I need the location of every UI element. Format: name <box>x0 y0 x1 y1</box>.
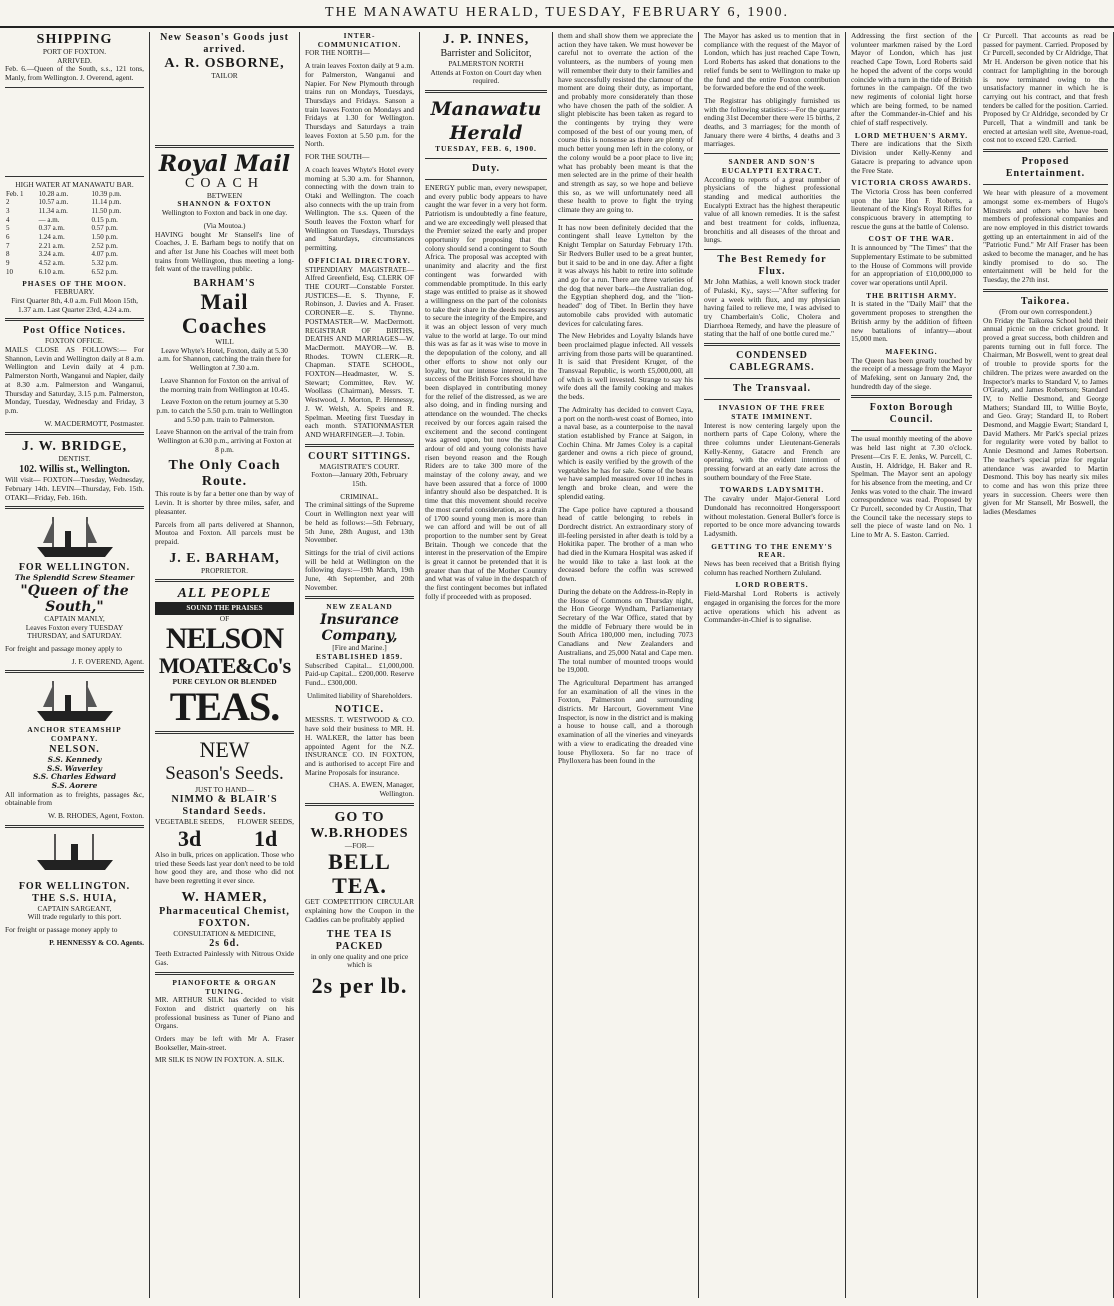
entertainment-text: We hear with pleasure of a movement amongst some ex-members of Hugo's Minstrels and others who have been members of professional companies and are now employed in this district towards getting up an entertainment in aid of the "Patriotic Fund." Mr Alf Fraser has been asked to become the manager, and he has kindly promised to do so. The entertainment will be held for the Tuesday, the 27th inst. <box>983 188 1108 285</box>
queen-text: Leaves Foxton every TUESDAY THURSDAY, and SATURDAY. <box>25 622 124 641</box>
consult-label: CONSULTATION & MEDICINE, <box>173 928 276 938</box>
new-label: NEW <box>199 736 250 762</box>
innes-text: Attends at Foxton on Court day when required. <box>430 67 542 86</box>
tide-row <box>5 190 144 199</box>
huia-agent: P. HENNESSY & CO. Agents. <box>49 937 144 947</box>
shipping-title: SHIPPING <box>36 32 113 47</box>
criminal-text: The criminal sittings of the Supreme Court in Wellington next year will be held as follows:—5th February, 5th June, 28th August, and 13th November. <box>305 500 414 545</box>
tide-cell: 9 <box>6 259 10 268</box>
tide-row <box>5 198 144 207</box>
huia-name: THE S.S. HUIA, <box>32 892 117 904</box>
piano-sign: MR SILK IS NOW IN FOXTON. A. SILK. <box>155 1055 285 1065</box>
mafeking-title: MAFEKING. <box>885 346 938 356</box>
column-7 <box>846 32 978 1298</box>
tea-packed: THE TEA IS PACKED <box>326 928 393 952</box>
pure-ceylon: PURE CEYLON OR BLENDED <box>172 676 277 686</box>
article-text-2: It has now been definitely decided that the contingent shall leave Lyttelton by the Knight Templar on Saturday February 17th. Sir Redvers Buller used to be a great hunter, but it said to be and in one day. After a fight it was always his habit to retire into solitude and go for a run. There are three varieties of the dog that never bark—the Australian dog, the Egyptian shepherd dog, and the "lion-headed" dog of Tibet. In Berlin they have automobile cabs provided with automatic devices for calculating fares. <box>558 222 693 328</box>
tide-title: HIGH WATER AT MANAWATU BAR. <box>15 179 134 189</box>
for-wellington-heading: FOR WELLINGTON. <box>18 562 131 574</box>
rear-title: GETTING TO THE ENEMY'S REAR. <box>711 541 833 560</box>
steamship-icon <box>35 677 115 723</box>
divider <box>155 731 294 734</box>
civil-text: Sittings for the trial of civil actions will be held at Wellington on the following days:—19th March, 19th June, 4th September, and 20th November. <box>305 547 414 592</box>
veg-seeds <box>155 818 224 851</box>
mail-text-4: Leave Shannon on the arrival of the train from Wellington at 6.30 p.m., arriving at Foxton at 8 p.m. <box>155 427 294 454</box>
tide-cell: 3 <box>6 206 10 215</box>
innes-sub: Barrister and Solicitor, <box>440 48 532 59</box>
flower-seeds <box>237 818 294 851</box>
ship-4: S.S. Aorere <box>51 780 98 790</box>
tide-cell: 4 <box>6 215 10 224</box>
inter-title: INTER-COMMUNICATION. <box>317 32 402 49</box>
tide-cell: 10.39 p.m. <box>91 189 122 198</box>
council-continued: Cr Purcell. That accounts as read be passed for payment. Carried. Proposed by Cr Purcell, seconded by Cr Aldridge, That Mr H. Anderson be given notice that his contract for lamplighting in the borough is now terminated owing to the unsatisfactory manner in which he is carrying out his contract, and that fresh tenders be called for the position. Carried. Proposed by Cr Aldridge, seconded by Cr Purcell, That a windmill and tank be erected at artesian well site, Avenue-road, cost not to exceed £20. Carried. <box>983 32 1108 145</box>
notice-text: MESSRS. T. WESTWOOD & CO. have sold their business to MR. H. H. WALKER, the latter has been appointed Agent for the N.Z. INSURANCE CO. IN FOXTON, and is authorised to accept Fire and Marine Proposals for insurance. <box>305 715 414 777</box>
liability-text: Unlimited liability of Shareholders. <box>306 690 413 700</box>
rear-text: News has been received that a British flying column has reached Northern Zululand. <box>704 559 840 577</box>
column-4 <box>420 32 553 1298</box>
seeds-head: New Season's Goods just arrived. <box>160 32 289 55</box>
tide-cell: 1.50 p.m. <box>91 233 118 242</box>
article-text-1: them and shall show them we appreciate the action they have taken. We must however be careful not to overrate the action of the volunteers, as the numbers of young men will remember their duty to their families and have successfully resisted the clamour of the moment are doing their duty, as important, and probably more considerately than those who have chosen the path of the soldier. A slight plebiscite has been taken as regard to the contingents by trying they were composed of the best of our young men, of course this is nonsense as there are plenty of much better young men left in the colony, or the colony would be a poor place to live in; what has probably been meant is that the men selected are in the prime of their health and strength as say, so we hope and believe this so, as we will unfortunately need all these health to prove to fight the trying climate they are going to. <box>558 32 693 215</box>
for-north: FOR THE NORTH— <box>305 48 370 58</box>
divider <box>5 432 144 435</box>
army-title: THE BRITISH ARMY. <box>866 290 957 300</box>
sailed-area <box>5 92 144 172</box>
divider <box>305 803 414 806</box>
column-8 <box>978 32 1114 1298</box>
mail-coaches: Mail Coaches <box>181 289 268 339</box>
arrived-heading: ARRIVED. <box>57 55 92 65</box>
north-text: A train leaves Foxton daily at 9 a.m. for Palmerston, Wanganui and Napier. For New Plymouth through trains run on Mondays, Tuesdays, Thursdays and Fridays. Sanson a train leaves Foxton on Mondays and Fridays at 1.30 for Wellington. Thursdays and Saturdays a train leaves Foxton at 5.50 p.m. for the North. <box>305 61 414 149</box>
anchor-agent: W. B. RHODES, Agent, Foxton. <box>47 811 144 821</box>
notice-title: NOTICE. <box>335 704 384 716</box>
article-text-6: During the debate on the Address-in-Reply in the House of Commons on Thursday night, the Hon George Wyndham, Parliamentary Secretary of the War Office, stated that by the middle of February there would be in South Africa 180,000 men, including 7073 Canadians and New Zealanders and Australians, and 25,000 Natal and Cape men. The total number of mounted troops would be 19,000. <box>558 586 693 675</box>
mag-court: MAGISTRATE'S COURT. <box>319 461 400 471</box>
fire-marine: [Fire and Marine.] <box>332 643 387 653</box>
proprietor-label: PROPRIETOR. <box>201 565 248 575</box>
divider <box>305 596 414 599</box>
veg-price: 3d <box>177 825 202 851</box>
between-label: BETWEEN <box>206 190 243 200</box>
divider <box>425 179 547 180</box>
queen-intro: The Splendid Screw Steamer <box>14 573 135 583</box>
arrived-text: Feb. 6.—Queen of the South, s.s., 121 tons, Manly, from Wellington. J. Overend, agent. <box>5 64 144 83</box>
divider <box>155 579 294 582</box>
divider <box>704 153 840 154</box>
column-2 <box>150 32 300 1298</box>
tide-row <box>5 233 144 242</box>
divider <box>5 670 144 673</box>
council-text: The usual monthly meeting of the above was held last night at 7.30 o'clock. Present—Crs F. E. Jenks, W. Purcell, C. Austin, H. Aldridge, H. Baker and R. Spelman. The Mayor sent an apology for his absence from the meeting, and Cr Jenks was voted to the chair. The inward correspondence was read. Proposed by Cr Purcell, seconded by Cr Austin, That the Council take the necessary steps to sell the piece of waste land on No. 1 Line to Mr A. S. Easton. Carried. <box>851 434 972 540</box>
divider <box>305 444 414 447</box>
tea-packed-2: in only one quality and one price which is <box>310 951 409 970</box>
tide-cell: 5.32 p.m. <box>91 259 118 268</box>
mafeking-text: The Queen has been greatly touched by the receipt of a message from the Mayor of Mafeking, sent on January 2nd, the hundredth day of the siege. <box>851 355 972 391</box>
go-to: GO TO <box>334 809 385 825</box>
court-text: Foxton—January 20th, February 15th. <box>311 470 408 489</box>
flower-label: FLOWER SEEDS, <box>237 817 294 827</box>
duty-title: Duty. <box>471 162 501 174</box>
divider <box>704 399 840 400</box>
coach-text: Wellington to Foxton and back in one day. <box>161 208 288 218</box>
route-text: This route is by far a better one than by way of Levin. It is shorter by three miles, safer, and pleasanter. <box>155 489 294 516</box>
official-title: OFFICIAL DIRECTORY. <box>308 255 411 265</box>
moate-title: MOATE&Co's <box>158 652 291 678</box>
army-text: It is stated in the "Daily Mail" that the government proposes to strengthen the British army by the addition of fifteen new battalions of infantry—about 15,000 men. <box>851 299 972 344</box>
bridge-sub: DENTIST. <box>58 454 91 464</box>
flower-price: 1d <box>254 825 278 851</box>
taikorea-sub: (From our own correspondent.) <box>999 306 1092 316</box>
tide-cell: 11.50 p.m. <box>91 206 122 215</box>
column-6 <box>699 32 846 1298</box>
south-text: A coach leaves Whyte's Hotel every morning at 5.30 a.m. for Shannon, connecting with the down train to Otaki and Wellington. The coach also connects with the up train from Wellington. The s.s. Queen of the South leaves the Foxton wharf for Wellington on Tuesdays, Thursdays and Saturdays, circumstances permitting. <box>305 164 414 253</box>
tide-cell: 5 <box>6 224 10 233</box>
sound-praises: SOUND THE PRAISES <box>155 602 294 615</box>
vc-text: The Victoria Cross has been conferred upon the late Hon F. Roberts, a lieutenant of the King's Royal Rifles for conspicuous bravery in attempting to rescue the guns at the battle of Colenso. <box>851 186 972 231</box>
tide-row <box>5 207 144 216</box>
bridge-visits: Will visit— FOXTON—Tuesday, Wednesday, February 14th. LEVIN—Thursday, Feb. 15th. OTAKI—Friday, Feb. 16th. <box>5 475 144 502</box>
chemist-label: Pharmaceutical Chemist, <box>159 905 290 917</box>
vc-title: VICTORIA CROSS AWARDS. <box>851 178 972 188</box>
nelson-title: NELSON <box>165 621 284 655</box>
bell-tea: BELL TEA. <box>328 849 391 899</box>
tide-row <box>5 216 144 225</box>
season-seeds: Season's Seeds. <box>165 762 284 784</box>
tide-cell: — a.m. <box>38 215 60 224</box>
of-label: OF <box>219 614 230 624</box>
for-south: FOR THE SOUTH— <box>305 152 370 162</box>
moon-month: FEBRUARY. <box>54 287 95 297</box>
tide-cell: 0.15 p.m. <box>91 215 118 224</box>
tide-cell: 2.52 p.m. <box>91 241 118 250</box>
roberts-title: LORD ROBERTS. <box>735 580 809 590</box>
huia-captain: CAPTAIN SARGEANT, <box>37 903 112 913</box>
methuen-title: LORD METHUEN'S ARMY. <box>854 130 969 140</box>
osborne-ad-body <box>155 81 294 141</box>
tide-cell: 3.24 a.m. <box>38 250 65 259</box>
cost-text: It is announced by "The Times" that the Supplementary Estimate to be submitted to the House of Commons will provide for an appropriation of £10,000,000 to cover war operations until April. <box>851 243 972 287</box>
nimmo-blair: NIMMO & BLAIR'S <box>171 794 278 806</box>
steamship-icon <box>35 832 115 878</box>
queen-agent: J. F. OVEREND, Agent. <box>71 656 144 666</box>
divider <box>5 176 144 177</box>
rhodes-title: W.B.RHODES <box>310 825 409 841</box>
innes-loc: PALMERSTON NORTH <box>448 59 524 68</box>
capital-text: Subscribed Capital... £1,000,000. Paid-up Capital... £200,000. Reserve Fund... £300,000. <box>305 660 414 687</box>
huia-text: Will trade regularly to this port. <box>27 912 122 922</box>
column-5 <box>553 32 699 1298</box>
divider <box>851 395 972 398</box>
methuen-text: There are indications that the Sixth Division under Kelly-Kenny and Gatacre is preparing to advance upon the Free State. <box>851 139 972 175</box>
seeds-text: Also in bulk, prices on application. Those who tried these Seeds last year don't need to be told how good they are, and those who did not have been regretting it ever since. <box>155 849 294 886</box>
mail-text-2: Leave Shannon for Foxton on the arrival of the morning train from Wellington at 10.45. <box>159 375 290 394</box>
council-title: Foxton Borough Council. <box>869 402 954 426</box>
ship-1: S.S. Kennedy <box>47 754 102 764</box>
royal-mail-title: Royal Mail <box>158 150 291 177</box>
foxton-label: FOXTON. <box>198 917 251 929</box>
divider <box>425 90 547 93</box>
tide-cell: 2.21 a.m. <box>38 241 65 250</box>
piano-title: PIANOFORTE & ORGAN TUNING. <box>172 977 277 996</box>
tide-row <box>5 268 144 277</box>
tide-cell: 4.52 a.m. <box>38 259 65 268</box>
notice-sign: CHAS. A. EWEN, Manager, Wellington. <box>329 780 414 799</box>
invasion-text: Interest is now centering largely upon the northern parts of Cape Colony, where the three columns under Lieutenant-Generals Kelly-Kenny, Gatacre and French are operating, with the evident intention of pressing forward at an early date across the southern boundary of the Free State. <box>704 420 840 482</box>
post-text: MAILS CLOSE AS FOLLOWS:— For Shannon, Levin and Wellington daily at 8 a.m. Wellington and Levin daily at 4 p.m. Palmerston North, Wanganui and Napier, daily at 8.30 a.m. Palmerston and Wanganui, Thursday and Saturday, 3.15 p.m. Palmerston, Monday, Tuesday, Wednesday and Friday, 3 p.m. <box>5 345 144 415</box>
article-text-7: The Agricultural Department has arranged for an examination of all the vines in the Foxton, Palmerston and surrounding districts. Mr Harcourt, Government Vine Inspector, is now in the district and is making a house to house call, and a thorough examination of all the vineries and vineyards with a view to eradicating the dreaded vine louse Phylloxera. So far no trace of Phylloxera has been found in the <box>558 677 693 766</box>
nz-label: NEW ZEALAND <box>326 602 393 612</box>
post-sign: W. MACDERMOTT, Postmaster. <box>44 418 144 428</box>
divider <box>5 87 144 88</box>
veg-label: VEGETABLE SEEDS, <box>155 817 225 827</box>
queen-freight: For freight and passage money apply to <box>5 644 122 654</box>
for-wellington-heading-2: FOR WELLINGTON. <box>18 880 131 892</box>
tide-cell: 0.37 a.m. <box>38 224 65 233</box>
divider <box>704 378 840 379</box>
ship-2: S.S. Waverley <box>46 763 102 773</box>
tide-table <box>5 190 144 277</box>
transvaal-title: The Transvaal. <box>732 383 812 395</box>
duty-text: ENERGY public man, every newspaper, and every public body appears to have caught the war fever in a very hot form. Patriotism is undoubtedly a fine feature, and we are exceedingly well pleased that the Premier seized the early and proper opportunity for proposing that the colony should send a contingent to South Africa. The proposal was accepted with unanimity and alacrity and the first contingent was forwarded with commendable promptitude. In this early stage was entitled to praise as it showed a willingness on the part of the colonists to take their share in the deeds necessary to secure the integrity of the Empire, and it was an object lesson of very much value to the world at large. To our mind this was as far as it was wise to move in the depopulation of the colony, and all other efforts to show not only our loyalty, but our intense interest, in the success of the British Forces should have been displayed in contributing money for the relief of the distressed, as we are also doing, and in finding nursing and attendance on the wounded. The checks received by our forces again raised the excitement and the second contingent was agreed upon, but now the martial ardour of old and young colonists have risen beyond reason and the Rough Riders are to take 300 more of the mainstay of the colony away, and we have been assured that a force of 1000 infantry should also be despatched. It is time that this movement should receive the most careful consideration, as a drain of 1700 sound young men is more than we can afford and will be out of all proportion to the number sent by Great Britain. Though we concede that the interest in the preservation of the Empire is great it cannot be pretended that it is greater than that of the Mother Country and what was of value in the despatch of the first contingent becomes but inflated folly if proceeded with as proposed. <box>425 182 547 601</box>
tailor-label: TAILOR <box>211 71 238 80</box>
huia-freight: For freight or passage money apply to <box>5 925 118 935</box>
piano-text: MR. ARTHUR SILK has decided to visit Foxton and district quarterly on his professional business as Tuner of Piano and Organs. <box>155 995 294 1031</box>
tide-cell: 8 <box>6 250 10 259</box>
ladysmith-title: TOWARDS LADYSMITH. <box>719 485 825 495</box>
mail-text-1: Leave Whyte's Hotel, Foxton, daily at 5.30 a.m. for Shannon, catching the train there for Wellington at 7.30 a.m. <box>158 345 291 373</box>
port-name: PORT OF FOXTON. <box>42 47 107 56</box>
shannon-foxton: SHANNON & FOXTON <box>177 199 272 209</box>
for-label: —FOR— <box>344 840 375 850</box>
teeth-text: Teeth Extracted Painlessly with Nitrous Oxide Gas. <box>155 949 294 968</box>
cable-title: CONDENSED CABLEGRAMS. <box>729 350 815 374</box>
hamer-name: W. HAMER, <box>181 889 268 905</box>
only-route: The Only Coach Route. <box>168 458 281 490</box>
invasion-title: INVASION OF THE FREE STATE IMMINENT. <box>718 403 826 421</box>
steamship-icon <box>35 513 115 559</box>
paper-date: TUESDAY, FEB. 6, 1900. <box>435 144 537 154</box>
post-sub: FOXTON OFFICE. <box>45 336 104 346</box>
tide-row <box>5 242 144 251</box>
entertainment-title: Proposed Entertainment. <box>1005 156 1086 180</box>
tide-cell: 6 <box>6 233 10 242</box>
divider <box>558 219 693 220</box>
innes-name: J. P. INNES, <box>442 32 530 47</box>
taikorea-text: On Friday the Taikorea School held their annual picnic on the cricket ground. It proved a great success, both children and parents turning out in full force. The Chairman, Mr Boswell, went to great deal of trouble to provide sports for the children. The prizes were awarded on the Inspector's marks to Standard V, to James O'Grady, and James Robertson; Standard IV, to Nellie Desmond, and George Mathers; Standard III, to Willie Boyle, and Geo. Gray; Standard II, to Robert Desmond, and Maggie Ewart; Standard I, David Mathers. Mr Park's special prizes for regularity were voted by ballot to Annie Desmond and James Robertson. The teacher's special prize for regular attendance was awarded to Martin Desmond. This boy has nearly six miles to come and has won this prize three years in succession. Cheers were then given for Mr Stansell, Mr Boswell, the ladies (Mesdames <box>983 315 1108 517</box>
registrar-text: The Registrar has obligingly furnished us with the following statistics:—For the quarter ending 31st December there were 15 births, 2 deaths, and 3 marriages; for the month of January there were 4 births, 4 deaths and 3 marriages. <box>704 95 840 149</box>
tide-cell: 11.34 a.m. <box>38 206 68 215</box>
roberts-address-text: Addressing the first section of the volunteer markmen raised by the Lord Mayor of London, which has just reached Cape Town, Lord Roberts said he hoped the advent of the corps would coincide with a turn in the tide of British fortunes in the campaign. Of the two new regiments of colonial light horse which are being formed, to be named after the Commander-in-Chief and his chief of staff respectively. <box>851 32 972 128</box>
tide-cell: 4.07 p.m. <box>91 250 118 259</box>
paper-name: Manawatu Herald <box>430 98 542 145</box>
via-label: (Via Moutoa.) <box>203 220 246 230</box>
ship-3: S.S. Charles Edward <box>32 772 117 782</box>
tide-cell: 2 <box>6 198 10 207</box>
divider <box>704 249 840 250</box>
coach-title: COACH <box>184 175 264 191</box>
barham-mail: BARHAM'S <box>193 278 256 290</box>
divider <box>983 289 1108 292</box>
divider <box>851 430 972 431</box>
moon-text: First Quarter 8th, 4.0 a.m. Full Moon 15th, 1.37 a.m. Last Quarter 23rd, 4.24 a.m. <box>11 295 138 314</box>
tide-cell: 0.57 p.m. <box>91 224 118 233</box>
tide-cell: 10.57 a.m. <box>38 198 69 207</box>
mail-text-3: Leave Foxton on the return journey at 5.30 p.m. to catch the 5.50 p.m. train to Wellington and 5.50 p.m. train to Palmerston. <box>156 397 293 424</box>
tide-cell: 7 <box>6 241 10 250</box>
seed-prices <box>155 818 294 851</box>
consult-price: 2s 6d. <box>209 938 240 950</box>
teas-title: TEAS. <box>169 683 280 729</box>
tide-row <box>5 250 144 259</box>
nelson-heading: NELSON. <box>49 743 100 755</box>
masthead: THE MANAWATU HERALD, TUESDAY, FEBRUARY 6, 1900. <box>0 0 1114 28</box>
divider <box>983 149 1108 152</box>
queen-captain: CAPTAIN MANLY, <box>44 613 105 623</box>
divider <box>155 145 294 148</box>
column-1 <box>0 32 150 1298</box>
tide-cell: 1.24 a.m. <box>38 233 65 242</box>
divider <box>5 318 144 321</box>
cost-title: COST OF THE WAR. <box>868 234 955 244</box>
article-text-5: The Cape police have captured a thousand head of cattle belonging to rebels in Dordrecht district. An extraordinary story of ill-feeling persisted in after death is told by a Hokitika paper. The brother of a man who had died in the Kumara Hospital was asked if he would like to take a last look at the deceased before the coffin was screwed down. <box>558 504 693 584</box>
official-text: STIPENDIARY MAGISTRATE—Alfred Greenfield, Esq. CLERK OF THE COURT—Constable Forster. JUSTICES—E. S. Thynne, F. Robinson, J. Davies and A. Fraser. CORONER—E. S. Thynne. POSTMASTER—W. MacDermott. REGISTRAR OF BIRTHS, DEATHS AND MARRIAGES—W. MacDermott. MAYOR—W. B. Rhodes. TOWN CLERK—R. Chapman. STATE SCHOOL, FOXTON—Headmaster, W. S. Stewart; Committee, Rev. W. Woollass (Chairman), Messrs. T. Westwood, J. Morton, P. Hennessy, J. W. Welsh, A. Speirs and R. Spelman. Meeting first Tuesday in each month. STATIONMASTER AND WHARFINGER—J. Tobin. <box>305 264 414 439</box>
court-title: COURT SITTINGS. <box>308 450 411 462</box>
sander-text: According to reports of a great number of physicians of the highest professional standing and medical authorities the Eucalypti Extract has the highest therapeutic value of all known remedies. It is the safest and best treatment for colds, influenza, bronchitis and all diseases of the throat and lungs. <box>704 174 840 245</box>
bridge-address: 102. Willis st., Wellington. <box>19 464 130 476</box>
sander-title: SANDER AND SON'S EUCALYPTI EXTRACT. <box>721 157 823 175</box>
competition-text: GET COMPETITION CIRCULAR explaining how the Coupon in the Caddies can be profitably applied <box>305 897 414 924</box>
anchor-title: ANCHOR STEAMSHIP COMPANY. <box>27 725 122 744</box>
roberts-text: Field-Marshal Lord Roberts is actively engaged in organising the forces for the more active operations which his advent as Commander-in-Chief is to signalise. <box>704 589 840 625</box>
divider <box>5 506 144 509</box>
divider <box>983 184 1108 185</box>
moon-title: PHASES OF THE MOON. <box>22 278 127 288</box>
tea-price: 2s per lb. <box>311 972 408 998</box>
piano-orders: Orders may be left with Mr A. Fraser Bookseller, Main-street. <box>155 1034 294 1052</box>
insurance-title: Insurance Company, <box>320 612 399 645</box>
osborne-name: A. R. OSBORNE, <box>164 56 285 71</box>
column-3 <box>300 32 420 1298</box>
flux-title: The Best Remedy for Flux. <box>717 254 827 278</box>
parcels-text: Parcels from all parts delivered at Shannon, Moutoa and Foxton. All parcels must be prepaid. <box>155 519 294 546</box>
queen-name: "Queen of the South," <box>20 582 129 615</box>
tide-cell: Feb. 1 <box>6 189 24 198</box>
mayor-text: The Mayor has asked us to mention that in compliance with the request of the Mayor of London, which has just reached Cape Town, Lord Roberts has asked that donations to the relief funds be sent to Wellington to make up the fund and the entire Foxton contribution be forwarded before the end of the week. <box>704 32 840 93</box>
bridge-title: J. W. BRIDGE, <box>21 439 128 455</box>
flux-text: Mr John Mathias, a well known stock trader of Pulaski, Ky., says:—"After suffering for over a week with flux, and my physician having failed to relieve me, I was advised to try Chamberlain's Colic, Cholera and Diarrhoea Remedy, and have the pleasure of stating that the half of one bottle cured me." <box>704 277 840 339</box>
post-title: Post Office Notices. <box>22 325 127 337</box>
standard-seeds: Standard Seeds. <box>182 806 267 818</box>
will-label: WILL <box>215 337 234 347</box>
tide-row <box>5 224 144 233</box>
taikorea-title: Taikorea. <box>1020 295 1071 307</box>
criminal-heading: CRIMINAL. <box>340 491 379 501</box>
divider <box>5 825 144 828</box>
established: ESTABLISHED 1859. <box>315 651 404 661</box>
tide-cell: 10 <box>6 267 13 276</box>
article-text-3: The New Hebrides and Loyalty Islands have been proclaimed plague infected. All vessels arriving from those parts will be quarantined. It is said that President Kruger, of the Transvaal Republic, is worth £5,000,000, all of which is well invested. Strange to say his wife does all the family cooking and makes the beds. <box>558 331 693 402</box>
article-text-4: The Admiralty has decided to convert Caya, a port on the north-west coast of Borneo, into a naval base, as a counterpoise to the naval station established by France at Saigon, in Cochin China. Mr James Coley is a capital gardener and owns a rich piece of ground, which is easily verified by the growth of the vegetables he has for sale. Some of the beans we have sampled measured over 10 inches in length and broke clean, and were the splendid eating. <box>558 404 693 501</box>
all-people: ALL PEOPLE <box>177 586 272 602</box>
divider <box>155 972 294 975</box>
barham-name: J. E. BARHAM, <box>169 550 280 566</box>
just-hand: JUST TO HAND— <box>195 784 254 794</box>
coach-body: HAVING bought Mr Stansell's line of Coaches, J. E. Barham begs to notify that on and after 1st June his Coaches will meet both trains from Wellington, thus meeting a long-felt want of the travelling public. <box>155 229 294 274</box>
tide-row <box>5 259 144 268</box>
tide-cell: 6.52 p.m. <box>91 267 118 276</box>
ladysmith-text: The cavalry under Major-General Lord Dundonald has reconnoitred Hongersspoort without molestation. General Buller's force is reported to be once more advancing towards Ladysmith. <box>704 494 840 538</box>
anchor-text: All information as to freights, passages &c, obtainable from <box>5 789 144 808</box>
tide-cell: 11.14 p.m. <box>91 198 122 207</box>
tide-cell: 10.28 a.m. <box>38 189 69 198</box>
tide-cell: 6.10 a.m. <box>38 267 65 276</box>
divider <box>425 158 547 159</box>
divider <box>704 343 840 346</box>
